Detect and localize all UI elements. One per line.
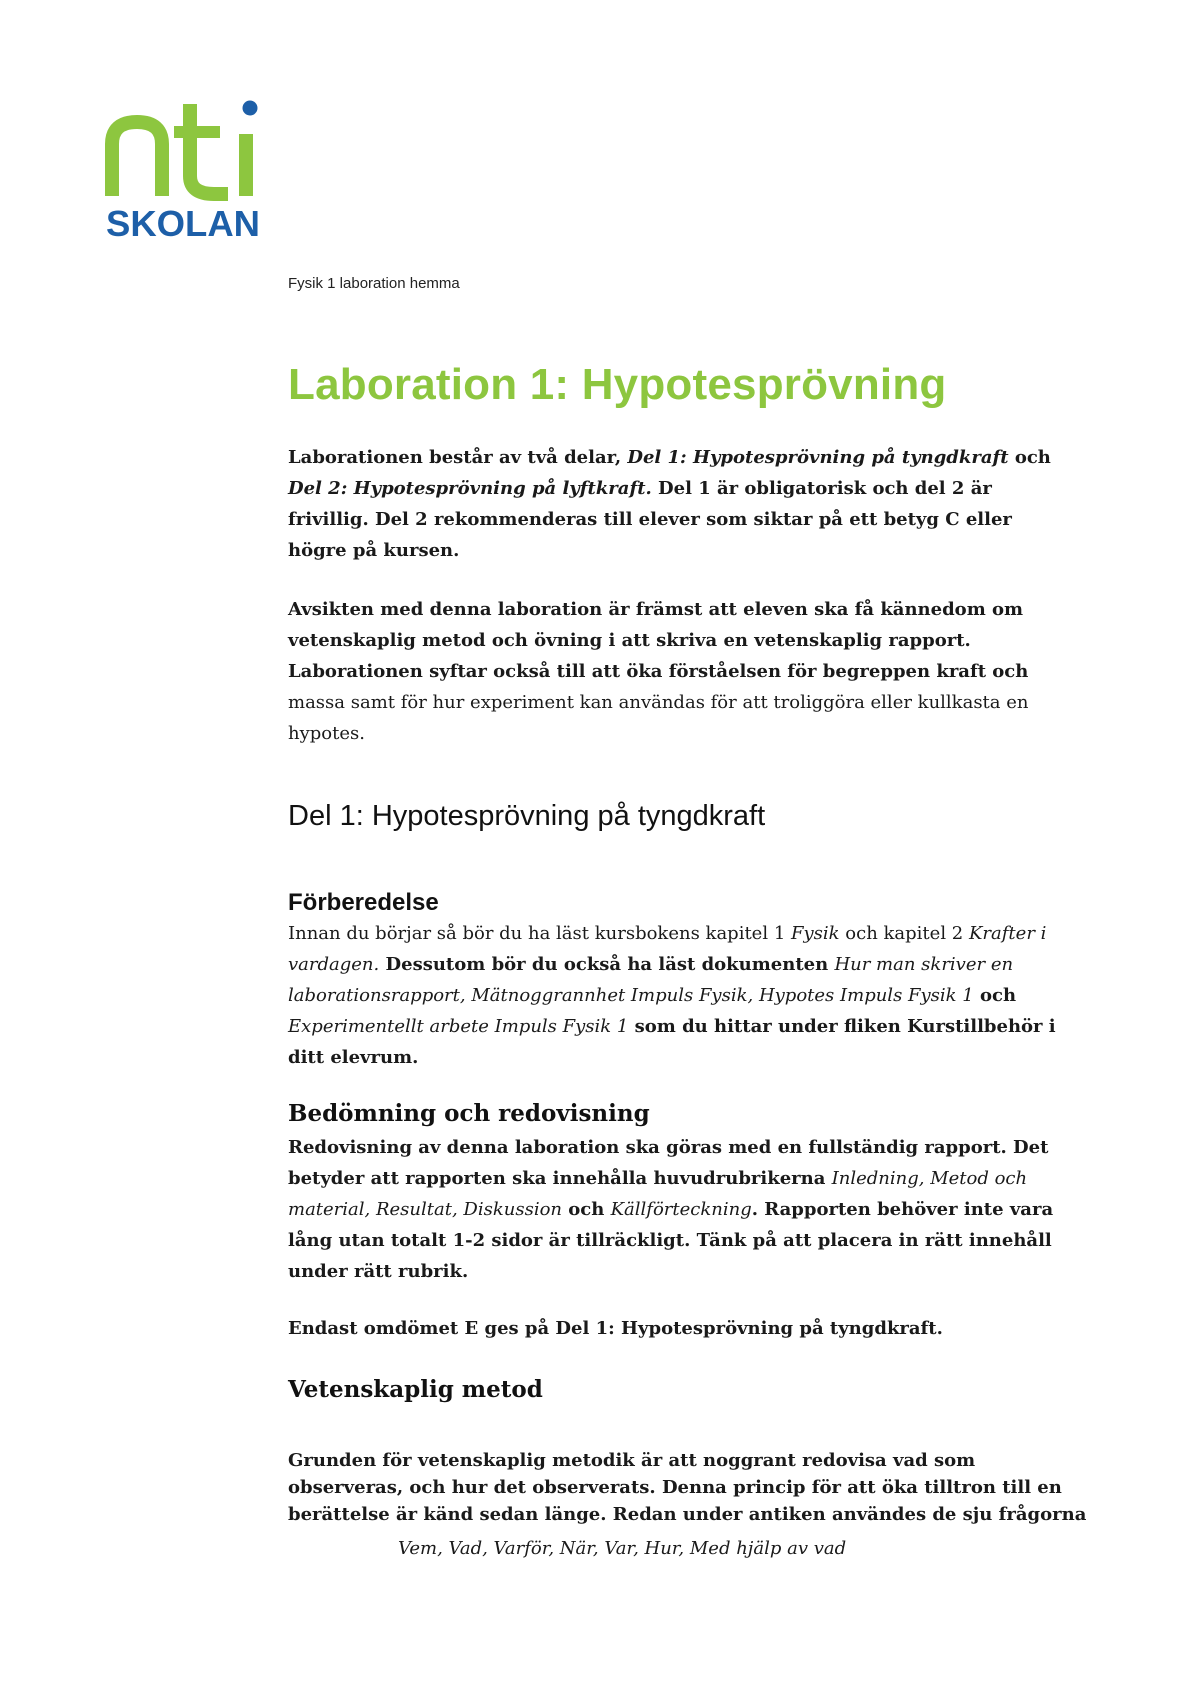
intro-paragraph-1: Laborationen består av två delar, Del 1: Hypotesprövning på tyngdkraft och Del 2: Hypotesprövning på lyftkraft. Del 1 är obligatorisk och del 2 är frivillig. Del 2 rekommenderas till elever som siktar på ett betyg C eller högre på kursen. <box>288 447 1051 561</box>
document-header: Fysik 1 laboration hemma <box>288 275 460 292</box>
forberedelse-paragraph: Innan du börjar så bör du ha läst kursbokens kapitel 1 Fysik och kapitel 2 Krafter i vardagen. Dessutom bör du också ha läst dokumenten Hur man skriver en laborationsrapport, Mätnoggrannhet Impuls Fysik, Hypotes Impuls Fysik 1 och Experimentellt arbete Impuls Fysik 1 som du hittar under fliken Kurstillbehör i ditt elevrum. <box>288 923 1056 1068</box>
heading-forberedelse: Förberedelse <box>288 889 439 916</box>
bedomning-note: Endast omdömet E ges på Del 1: Hypotesprövning på tyngdkraft. <box>288 1318 943 1339</box>
metod-paragraph: Grunden för vetenskaplig metodik är att noggrant redovisa vad som observeras, och hur det observerats. Denna princip för att öka tilltron till en berättelse är känd sedan länge. Redan under antiken användes de sju frågorna <box>288 1450 1087 1525</box>
logo-graphic <box>104 100 264 240</box>
logo-dot <box>243 101 258 116</box>
section-heading-del1: Del 1: Hypotesprövning på tyngdkraft <box>288 800 766 832</box>
page-title: Laboration 1: Hypotesprövning <box>288 360 947 409</box>
heading-vetenskaplig-metod: Vetenskaplig metod <box>288 1376 543 1403</box>
seven-questions: Vem, Vad, Varför, När, Var, Hur, Med hjälp av vad <box>398 1538 847 1559</box>
intro-paragraph-2: Avsikten med denna laboration är främst att eleven ska få kännedom om vetenskaplig metod och övning i att skriva en vetenskaplig rapport. Laborationen syftar också till att öka förståelsen för begreppen kraft och massa samt för hur experiment kan användas för att troliggöra eller kullkasta en hypotes. <box>288 599 1029 744</box>
heading-bedomning: Bedömning och redovisning <box>288 1100 650 1127</box>
nti-skolan-logo <box>104 100 264 240</box>
svg-text:SKOLAN: SKOLAN <box>106 203 260 240</box>
bedomning-paragraph: Redovisning av denna laboration ska göras med en fullständig rapport. Det betyder att rapporten ska innehålla huvudrubrikerna Inledning, Metod och material, Resultat, Diskussion och Källförteckning. Rapporten behöver inte vara lång utan totalt 1-2 sidor är tillräckligt. Tänk på att placera in rätt innehåll under rätt rubrik. <box>288 1137 1054 1282</box>
